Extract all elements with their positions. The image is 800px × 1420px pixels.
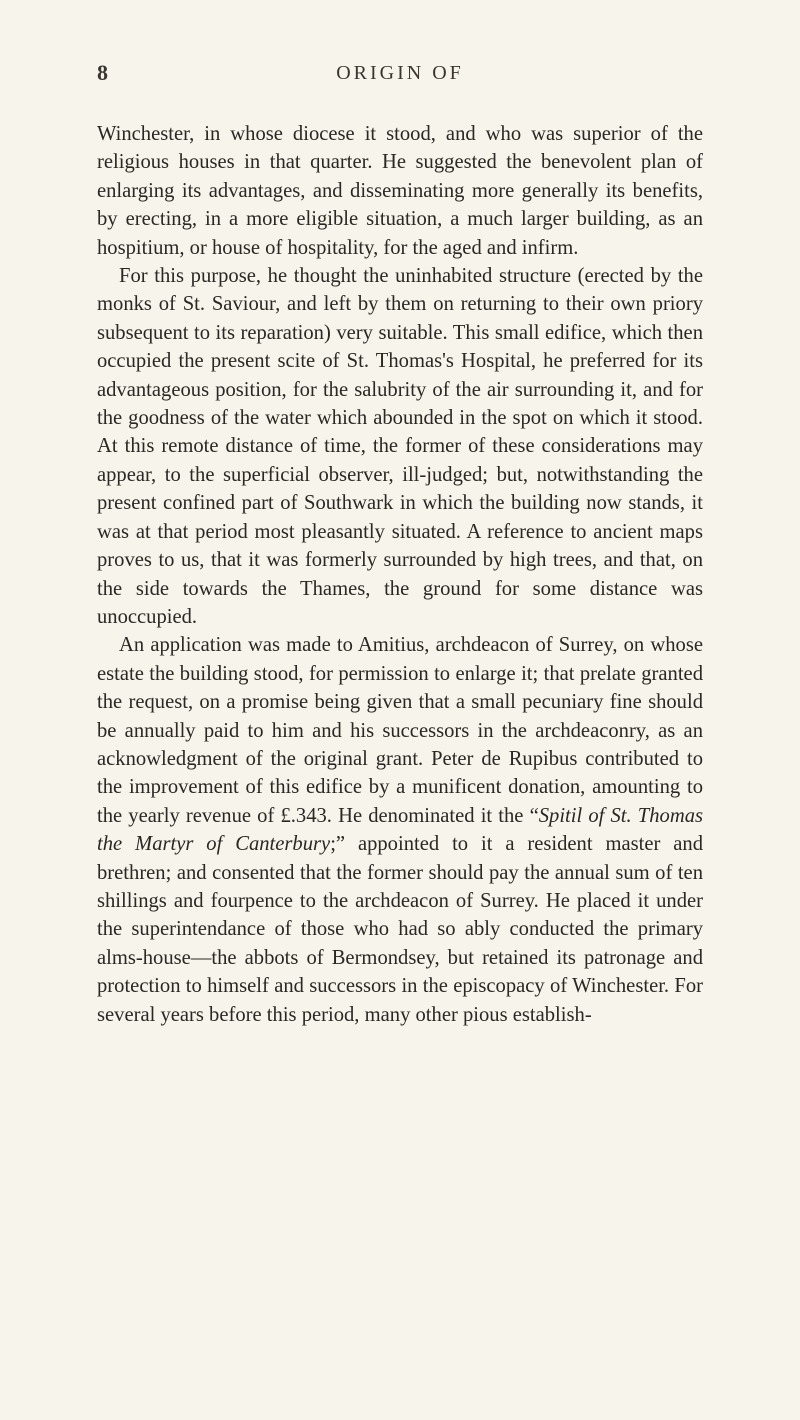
- page-number: 8: [97, 60, 108, 85]
- paragraph-text: An application was made to Amitius, archdeacon of Surrey, on whose estate the building stood, for permission to enlarge it; that prelate granted the request, on a promise being given that a small pecuniary fine should be annually paid to him and his successors in the archdeaconry, as an acknowledgment of the original grant. Peter de Rupibus contributed to the improvement of this edifice by a munificent donation, amounting to the yearly revenue of £.343. He denominated it the “: [97, 634, 703, 827]
- hospital-name-italic: Spitil of St. Thomas the Martyr of Canterbury: [97, 804, 704, 856]
- paragraph-3: [97, 631, 703, 1029]
- paragraph-text: ;” appointed to it a resident master and brethren; and consented that the former should pay the annual sum of ten shillings and fourpence to the archdeacon of Surrey. He placed it under the superintendance of those who had so ably conducted the primary alms-house—the abbots of Bermondsey, but retained its patronage and protection to himself and successors in the episcopacy of Winchester. For several years before this period, many other pious establish-: [97, 833, 703, 1026]
- paragraph-text: For this purpose, he thought the uninhabited structure (erected by the monks of St. Saviour, and left by them on returning to their own priory subsequent to its reparation) very suitable. This small edifice, which then occupied the present scite of St. Thomas's Hospital, he preferred for its advantageous position, for the salubrity of the air surrounding it, and for the goodness of the water which abounded in the spot on which it stood. At this remote distance of time, the former of these considerations may appear, to the superficial observer, ill-judged; but, notwithstanding the present confined part of Southwark in which the building now stands, it was at that period most pleasantly situated. A reference to ancient maps proves to us, that it was formerly surrounded by high trees, and that, on the side towards the Thames, the ground for some distance was unoccupied.: [97, 265, 703, 628]
- running-head: ORIGIN OF: [336, 62, 464, 84]
- paragraph-text: Winchester, in whose diocese it stood, and who was superior of the religious houses in that quarter. He suggested the benevolent plan of enlarging its advantages, and disseminating more generally its benefits, by erecting, in a more eligible situation, a much larger building, as an hospitium, or house of hospitality, for the aged and infirm.: [97, 123, 703, 259]
- paragraph-2: [97, 262, 703, 631]
- page-header: [0, 60, 800, 100]
- paragraph-1: [97, 120, 703, 262]
- body-text: [97, 120, 703, 1029]
